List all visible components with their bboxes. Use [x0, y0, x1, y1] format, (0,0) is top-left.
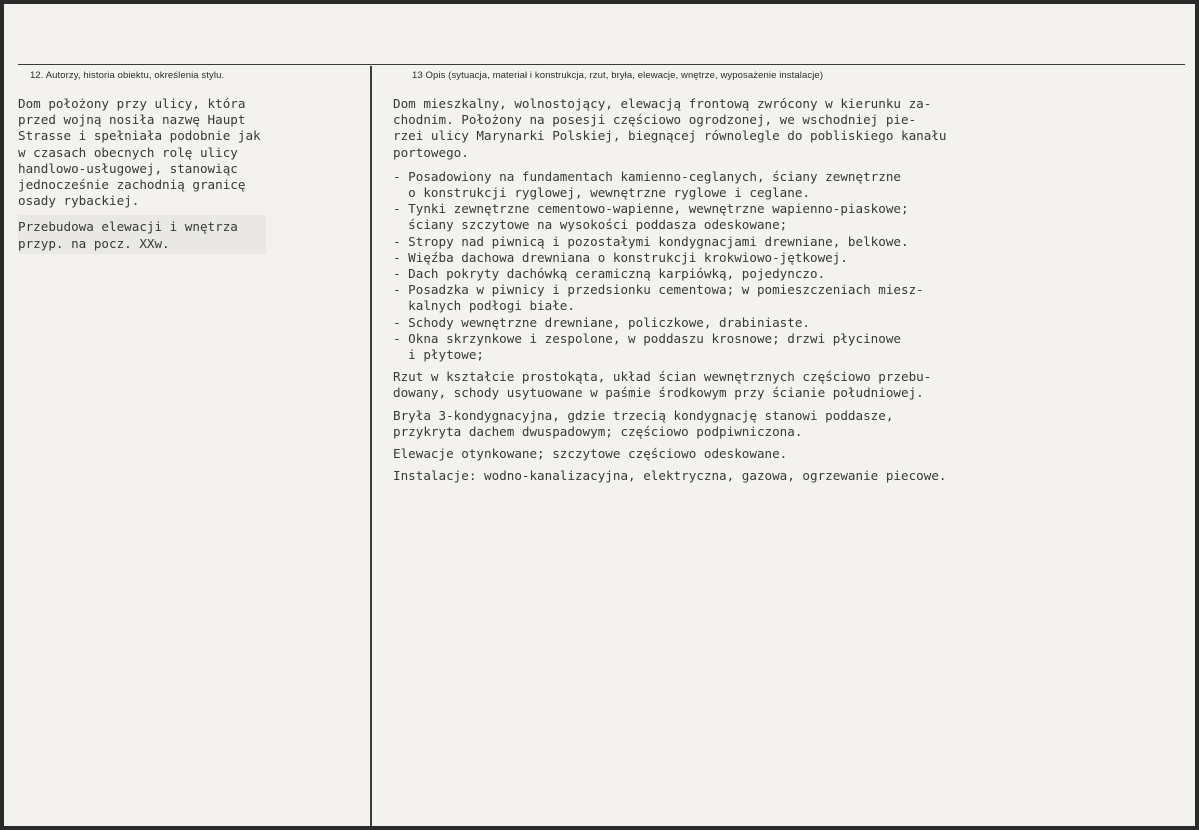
section-12-header: 12. Autorzy, historia obiektu, określenia stylu. [30, 70, 225, 81]
list-item: - Stropy nad piwnicą i pozostałymi kondygnacjami drewniane, belkowe. [393, 233, 909, 249]
installations-paragraph: Instalacje: wodno-kanalizacyjna, elektryczna, gazowa, ogrzewanie piecowe. [393, 468, 947, 484]
list-item: - Posadzka w piwnicy i przedsionku cementowa; w pomieszczeniach miesz- kalnych podłogi białe. [393, 282, 924, 314]
list-item: - Posadowiony na fundamentach kamienno-ceglanych, ściany zewnętrzne o konstrukcji ryglowej, wewnętrzne ryglowe i ceglane. [393, 168, 901, 201]
description-column [393, 96, 947, 484]
history-paragraph: Dom położony przy ulicy, która przed wojną nosiła nazwę Haupt Strasse i spełniała podobnie jak w czasach obecnych rolę ulicy handlowo-usługowej, stanowiąc jednocześnie zachodnią granicę osady rybackiej. [18, 96, 261, 209]
elevations-paragraph: Elewacje otynkowane; szczytowe częściowo odeskowane. [393, 446, 788, 462]
column-divider [370, 66, 372, 826]
list-item: - Tynki zewnętrzne cementowo-wapienne, wewnętrzne wapienno-piaskowe; ściany szczytowe na wysokości poddasza odeskowane; [393, 201, 909, 233]
construction-list [393, 169, 947, 363]
list-item: - Schody wewnętrzne drewniane, policzkowe, drabiniaste. [393, 314, 811, 330]
section-13-header: 13 Opis (sytuacja, materiał i konstrukcja, rzut, bryła, elewacje, wnętrze, wyposażenie instalacje) [412, 70, 824, 81]
reconstruction-note: Przebudowa elewacji i wnętrza przyp. na pocz. XXw. [18, 219, 238, 251]
history-column [18, 96, 266, 254]
reconstruction-note-box [18, 215, 266, 253]
list-item: - Więźba dachowa drewniana o konstrukcji krokwiowo-jętkowej. [393, 249, 848, 265]
archival-record-card [4, 4, 1195, 826]
floor-plan-paragraph: Rzut w kształcie prostokąta, układ ścian wewnętrznych częściowo przebu- dowany, schody usytuowane w paśmie środkowym przy ścianie południowej. [393, 369, 932, 401]
list-item: - Dach pokryty dachówką ceramiczną karpiówką, pojedynczo. [393, 266, 826, 282]
list-item: - Okna skrzynkowe i zespolone, w poddaszu krosnowe; drzwi płycinowe i płytowe; [393, 330, 901, 363]
location-paragraph: Dom mieszkalny, wolnostojący, elewacją frontową zwrócony w kierunku za- chodnim. Położony na posesji częściowo ogrodzonej, we wschodniej pie- rzei ulicy Marynarki Polskiej, biegnącej równolegle do pobliskiego kanału portowego. [393, 96, 947, 160]
header-rule [18, 64, 1185, 65]
massing-paragraph: Bryła 3-kondygnacyjna, gdzie trzecią kondygnację stanowi poddasze, przykryta dachem dwuspadowym; częściowo podpiwniczona. [393, 407, 894, 439]
